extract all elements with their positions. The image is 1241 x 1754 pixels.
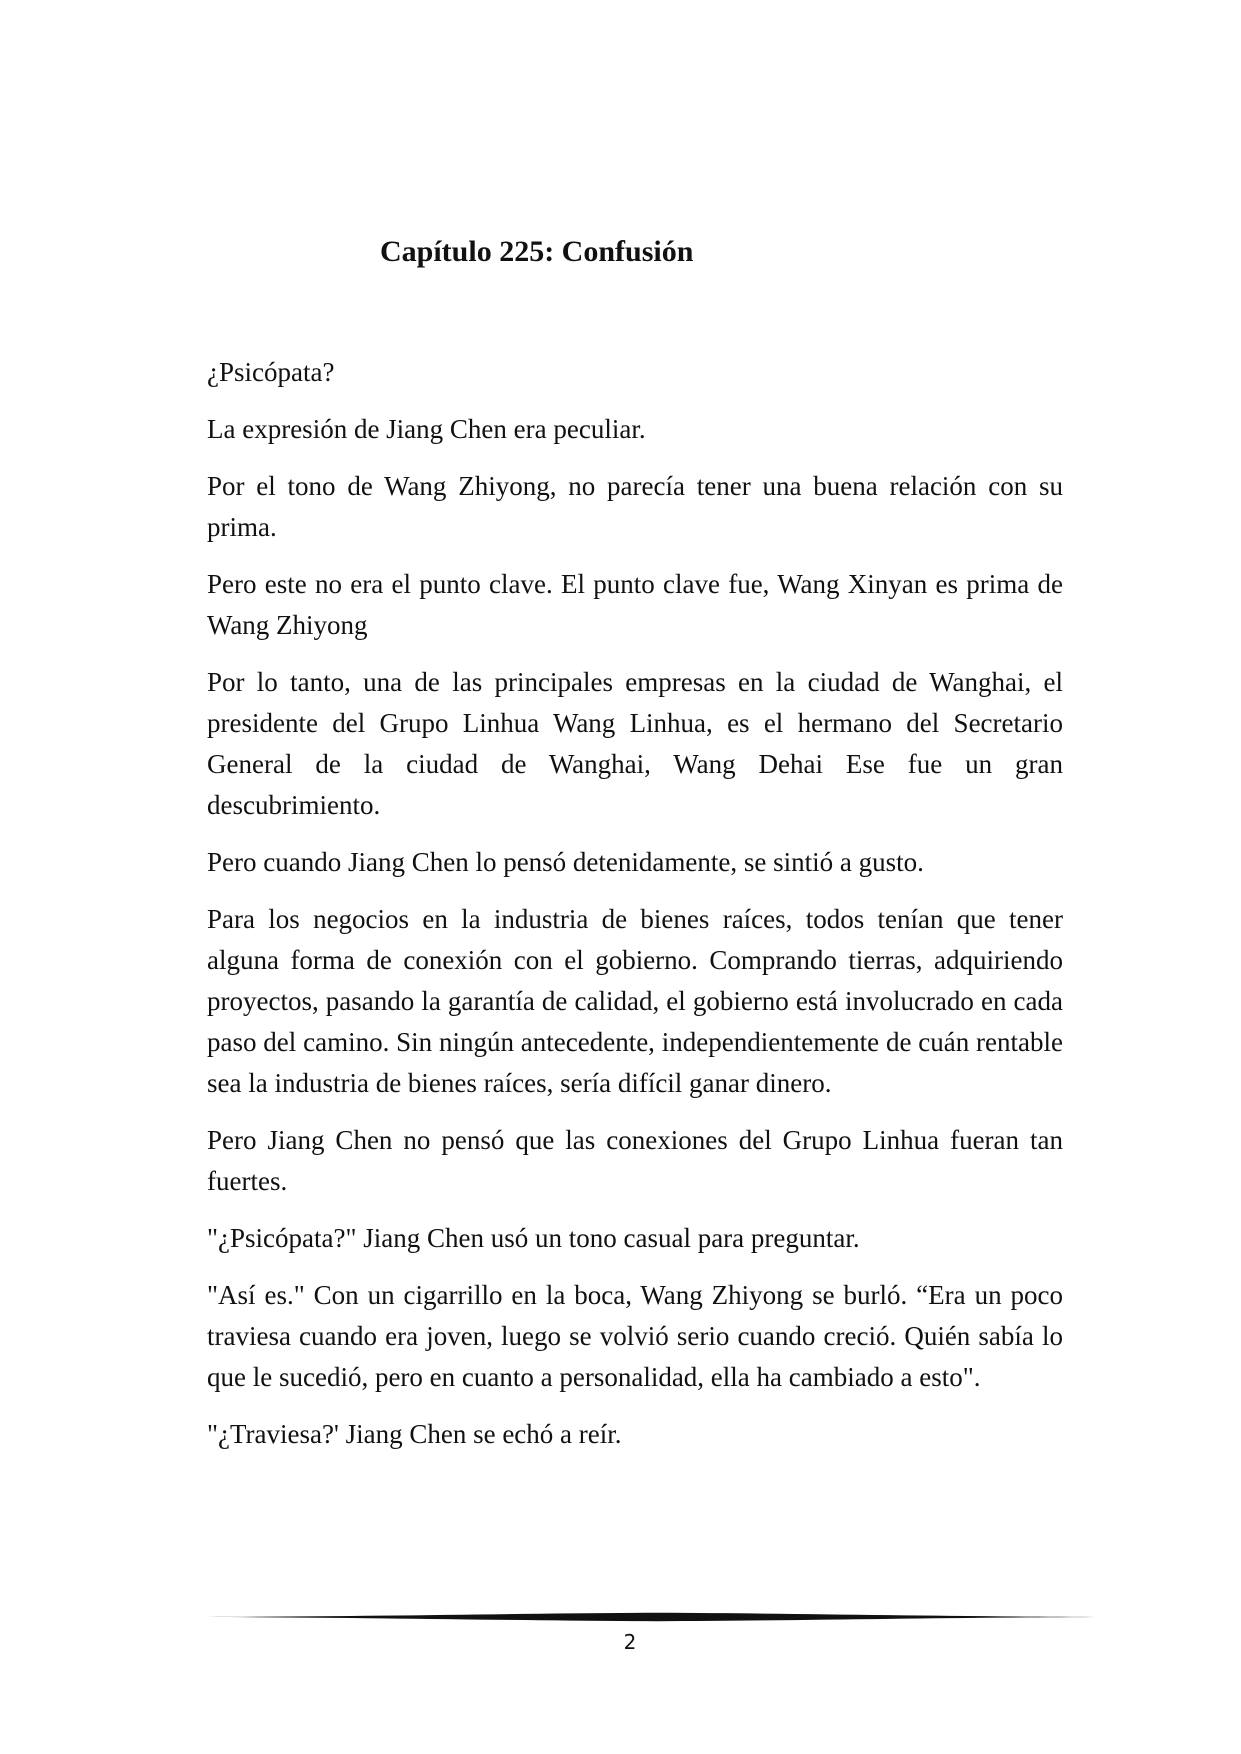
paragraph: "Así es." Con un cigarrillo en la boca, Wang Zhiyong se burló. “Era un poco traviesa cuando era joven, luego se volvió serio cuando creció. Quién sabía lo que le sucedió, pero en cuanto a personalidad, ella ha cambiado a esto". — [207, 1280, 1063, 1392]
paragraph: ¿Psicópata? — [207, 357, 335, 387]
page-number: 2 — [623, 1630, 637, 1654]
paragraph: La expresión de Jiang Chen era peculiar. — [207, 414, 646, 444]
paragraph: Pero este no era el punto clave. El punto clave fue, Wang Xinyan es prima de Wang Zhiyong — [207, 569, 1063, 640]
paragraph: Por lo tanto, una de las principales empresas en la ciudad de Wanghai, el presidente del Grupo Linhua Wang Linhua, es el hermano del Secretario General de la ciudad de Wanghai, Wang Dehai Ese fue un gran descubrimiento. — [207, 667, 1063, 820]
paragraph: Por el tono de Wang Zhiyong, no parecía tener una buena relación con su prima. — [207, 471, 1063, 542]
paragraph: Pero cuando Jiang Chen lo pensó detenidamente, se sintió a gusto. — [207, 847, 924, 877]
chapter-title: Capítulo 225: Confusión — [380, 235, 694, 268]
paragraph: "¿Psicópata?" Jiang Chen usó un tono casual para preguntar. — [207, 1223, 860, 1253]
footer-divider — [207, 1611, 1107, 1623]
paragraph: Pero Jiang Chen no pensó que las conexiones del Grupo Linhua fueran tan fuertes. — [207, 1125, 1063, 1196]
chapter-body — [207, 352, 1063, 1471]
paragraph: Para los negocios en la industria de bienes raíces, todos tenían que tener alguna forma de conexión con el gobierno. Comprando tierras, adquiriendo proyectos, pasando la garantía de calidad, el gobierno está involucrado en cada paso del camino. Sin ningún antecedente, independientemente de cuán rentable sea la industria de bienes raíces, sería difícil ganar dinero. — [207, 904, 1063, 1098]
paragraph: "¿Traviesa?' Jiang Chen se echó a reír. — [207, 1419, 622, 1449]
